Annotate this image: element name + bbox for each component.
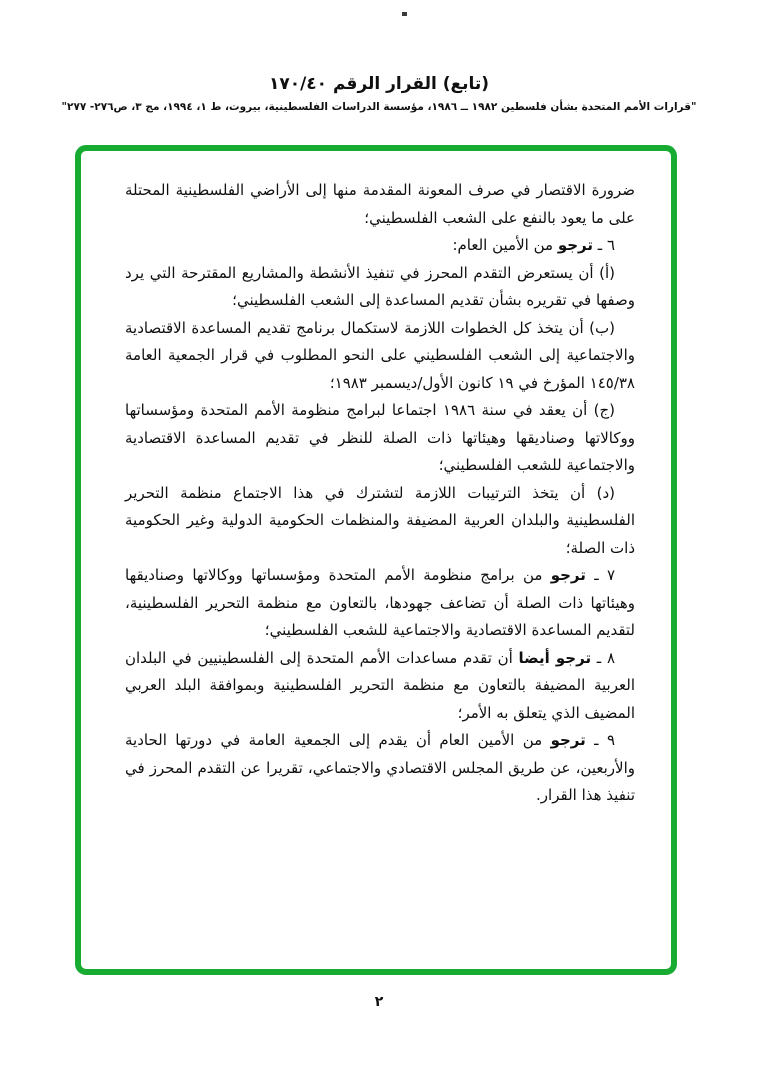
- text-run: من الأمين العام أن يقدم إلى الجمعية العامة في دورتها الحادية والأربعين، عن طريق المجلس الاقتصادي والاجتماعي، تقريرا عن التقدم المحرز في تنفيذ هذا القرار.: [125, 731, 635, 804]
- text-run: ٨ ـ: [591, 648, 615, 667]
- text-run: ٩ ـ: [585, 731, 615, 749]
- text-run: ضرورة الاقتصار في صرف المعونة المقدمة منها إلى الأراضي الفلسطينية المحتلة على ما يعود بالنفع على الشعب الفلسطيني؛: [125, 181, 635, 227]
- text-run: (د) أن يتخذ الترتيبات اللازمة لتشترك في هذا الاجتماع منظمة التحرير الفلسطينية والبلدان العربية المضيفة والمنظمات الحكومية الدولية وغير الحكومية ذات الصلة؛: [125, 483, 635, 557]
- page-number: ٢: [374, 994, 384, 1010]
- paragraph: [125, 260, 635, 315]
- text-run: ٧ ـ: [585, 566, 615, 584]
- resolution-body-text: [81, 151, 671, 969]
- paragraph: [125, 397, 635, 480]
- bold-text-run: ترجو أيضا: [518, 648, 592, 667]
- text-run: من برامج منظومة الأمم المتحدة ومؤسساتها ووكالاتها وصناديقها وهيئاتها ذات الصلة أن تضاعف جهودها، بالتعاون مع منظمة التحرير الفلسطينية، لتقديم المساعدة الاقتصادية والاجتماعية للشعب الفلسطيني؛: [125, 566, 635, 639]
- paragraph: [125, 177, 635, 232]
- text-run: أن تقدم مساعدات الأمم المتحدة إلى الفلسطينيين في البلدان العربية المضيفة بالتعاون مع منظمة التحرير الفلسطينية وبموافقة البلد العربي المضيف الذي يتعلق به الأمر؛: [125, 648, 635, 722]
- paragraph: [125, 232, 635, 260]
- text-run: (ب) أن يتخذ كل الخطوات اللازمة لاستكمال برنامج تقديم المساعدة الاقتصادية والاجتماعية إلى الشعب الفلسطيني على النحو المطلوب في قرار الجمعية العامة ١٤٥/٣٨ المؤرخ في ١٩ كانون الأول/ديسمبر ١٩٨٣؛: [125, 318, 635, 392]
- paragraph: [125, 315, 635, 398]
- bold-text-run: ترجو: [557, 236, 593, 254]
- paragraph: [125, 480, 635, 563]
- resolution-title: (تابع) القرار الرقم ١٧٠/٤٠: [268, 74, 490, 94]
- paragraph: [125, 562, 635, 645]
- green-highlight-frame: [75, 145, 677, 975]
- scan-speck-artifact: [402, 12, 407, 16]
- text-run: (ج) أن يعقد في سنة ١٩٨٦ اجتماعا لبرامج منظومة الأمم المتحدة ومؤسساتها ووكالاتها وصناديقها وهيئاتها ذات الصلة للنظر في تقديم المساعدة الاقتصادية والاجتماعية للشعب الفلسطيني؛: [125, 401, 635, 474]
- bold-text-run: ترجو: [550, 731, 586, 749]
- paragraph: [125, 645, 635, 728]
- source-citation: "قرارات الأمم المتحدة بشأن فلسطين ١٩٨٢ ــ ١٩٨٦، مؤسسة الدراسات الفلسطينية، بيروت، ط ١، ١٩٩٤، مج ٣، ص٢٧٦- ٢٧٧": [61, 101, 697, 113]
- page-header: [0, 74, 758, 113]
- text-run: من الأمين العام:: [452, 236, 558, 254]
- text-run: ٦ ـ: [593, 236, 615, 254]
- text-run: (أ) أن يستعرض التقدم المحرز في تنفيذ الأنشطة والمشاريع المقترحة التي يرد وصفها في تقريره بشأن تقديم المساعدة إلى الشعب الفلسطيني؛: [125, 263, 635, 309]
- paragraph: [125, 727, 635, 810]
- bold-text-run: ترجو: [550, 566, 586, 584]
